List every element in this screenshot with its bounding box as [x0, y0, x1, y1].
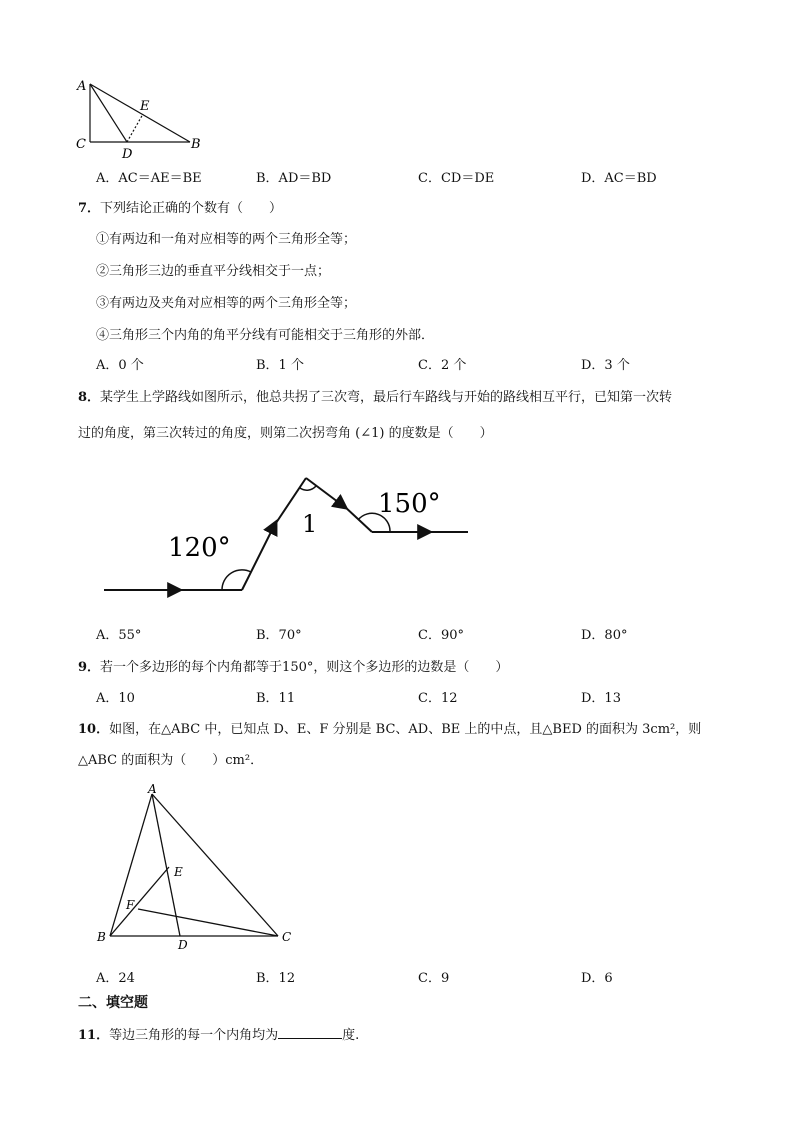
q9-stem — [78, 656, 508, 675]
q9-stem-text: 若一个多边形的每个内角都等于150°，则这个多边形的边数是（ ） — [100, 660, 509, 675]
angle-arc-1 — [300, 486, 316, 490]
fig10-label-a: A — [148, 782, 157, 796]
section-title-fill-in: 二、填空题 — [78, 995, 148, 1011]
q7-item-1: ①有两边和一角对应相等的两个三角形全等； — [96, 232, 357, 247]
fig6-segment-de — [127, 114, 143, 142]
q9-option-d[interactable]: D．13 — [581, 691, 621, 706]
fig6-segment-ad — [90, 84, 127, 142]
fig6-label-c: C — [76, 137, 86, 152]
q10-stem-text-1: 如图，在△ABC 中，已知点 D、E、F 分别是 BC、AD、BE 上的中点，且△BED 的面积为 3cm²，则 — [109, 722, 702, 737]
fig10-label-e: E — [174, 865, 183, 879]
q7-stem-text: 下列结论正确的个数有（ ） — [100, 201, 283, 216]
q7-item-3: ③有两边及夹角对应相等的两个三角形全等； — [96, 296, 357, 311]
q7-number: 7． — [78, 201, 101, 216]
fig6-label-e: E — [140, 99, 150, 114]
q7-option-a[interactable]: A．0 个 — [96, 358, 144, 373]
q11-number: 11． — [78, 1028, 110, 1043]
q10-stem-line1 — [78, 718, 701, 737]
q10-triangle-figure — [92, 782, 302, 952]
q10-number: 10． — [78, 722, 110, 737]
angle-label-150: 150° — [378, 489, 441, 519]
q11-stem — [78, 1024, 359, 1043]
route-segment-2 — [242, 522, 276, 590]
route-segment-3 — [306, 478, 346, 508]
q8-number: 8． — [78, 390, 101, 405]
q9-option-c[interactable]: C．12 — [418, 691, 458, 706]
q8-option-a[interactable]: A．55° — [96, 628, 142, 643]
angle-label-120: 120° — [168, 533, 231, 563]
q9-option-a[interactable]: A．10 — [96, 691, 135, 706]
q7-item-2: ②三角形三边的垂直平分线相交于一点； — [96, 264, 331, 279]
q7-option-b[interactable]: B．1 个 — [256, 358, 304, 373]
q7-option-c[interactable]: C．2 个 — [418, 358, 467, 373]
q10-stem-line2: △ABC 的面积为（ ）cm²． — [78, 753, 264, 768]
fig6-label-a: A — [77, 79, 87, 94]
fig10-segment-be — [110, 867, 169, 936]
fig6-label-d: D — [122, 147, 133, 160]
q8-stem-line2: 过的角度，第三次转过的角度，则第二次拐弯角 (∠1) 的度数是（ ） — [78, 426, 493, 441]
q6-option-d[interactable]: D．AC＝BD — [581, 171, 657, 186]
q8-stem-text-1: 某学生上学路线如图所示，他总共拐了三次弯，最后行车路线与开始的路线相互平行，已知第一次转 — [100, 390, 673, 405]
q9-option-b[interactable]: B．11 — [256, 691, 296, 706]
q6-option-b[interactable]: B．AD＝BD — [256, 171, 332, 186]
q6-figure — [70, 74, 210, 160]
q8-stem-line1 — [78, 386, 672, 405]
angle-label-1: 1 — [302, 510, 318, 538]
q7-item-4: ④三角形三个内角的角平分线有可能相交于三角形的外部． — [96, 328, 435, 343]
q8-option-d[interactable]: D．80° — [581, 628, 628, 643]
q8-route-figure — [100, 470, 480, 600]
fig10-label-b: B — [97, 930, 106, 944]
q11-answer-blank[interactable] — [278, 1026, 342, 1039]
fig10-label-d: D — [178, 938, 188, 952]
q11-text-before: 等边三角形的每一个内角均为 — [109, 1028, 279, 1043]
q11-text-after: 度. — [342, 1028, 360, 1043]
fig6-label-b: B — [191, 137, 201, 152]
q10-option-c[interactable]: C．9 — [418, 971, 450, 986]
q6-option-c[interactable]: C．CD＝DE — [418, 171, 495, 186]
fig10-label-f: F — [126, 898, 135, 912]
q7-option-d[interactable]: D．3 个 — [581, 358, 630, 373]
q10-option-a[interactable]: A．24 — [96, 971, 135, 986]
q7-stem — [78, 197, 282, 216]
q10-option-b[interactable]: B．12 — [256, 971, 296, 986]
q10-option-d[interactable]: D．6 — [581, 971, 613, 986]
q9-number: 9． — [78, 660, 101, 675]
fig10-label-c: C — [282, 930, 292, 944]
q8-option-c[interactable]: C．90° — [418, 628, 464, 643]
fig10-side-ab — [110, 794, 152, 936]
q6-option-a[interactable]: A．AC＝AE＝BE — [96, 171, 202, 186]
q8-option-b[interactable]: B．70° — [256, 628, 302, 643]
